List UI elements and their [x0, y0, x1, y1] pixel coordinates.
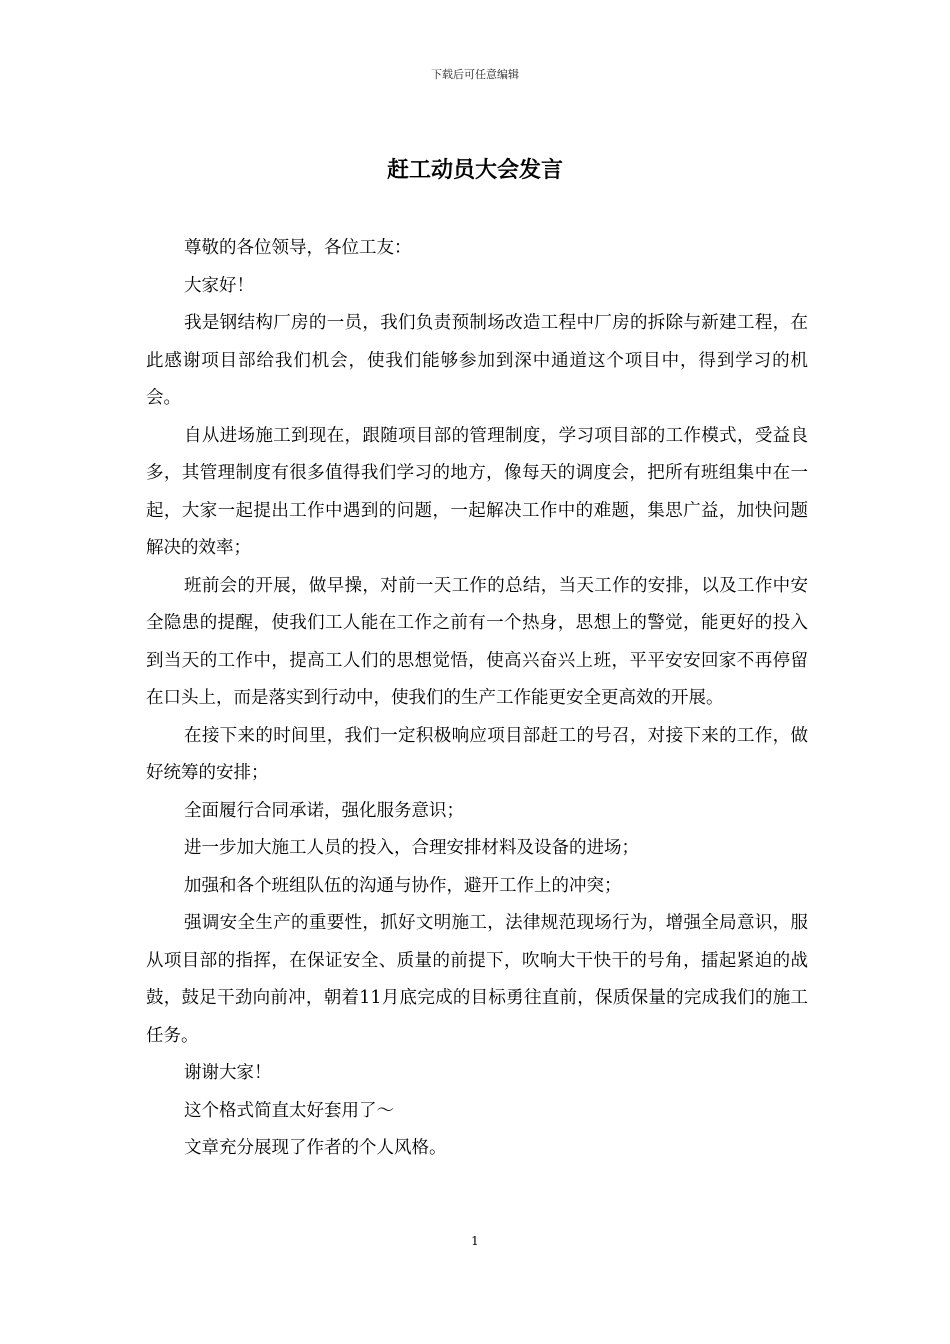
document-title: 赶工动员大会发言 — [386, 157, 563, 183]
greeting-paragraph: 大家好！ — [184, 275, 254, 296]
body-paragraph: 自从进场施工到现在，跟随项目部的管理制度，学习项目部的工作模式，受益良多，其管理制度有很多值得我们学习的地方，像每天的调度会，把所有班组集中在一起，大家一起提出工作中遇到的问题，一起解决工作中的难题，集思广益，加快问题解决的效率； — [146, 425, 808, 558]
salutation-paragraph: 尊敬的各位领导，各位工友： — [184, 238, 412, 258]
document-body — [146, 230, 808, 1168]
list-paragraph: 全面履行合同承诺，强化服务意识； — [184, 800, 464, 821]
page-number: 1 — [471, 1234, 479, 1248]
body-paragraph: 在接下来的时间里，我们一定积极响应项目部赶工的号召，对接下来的工作，做好统筹的安排； — [146, 725, 808, 783]
remark-paragraph: 这个格式简直太好套用了～ — [184, 1100, 394, 1121]
body-paragraph: 班前会的开展，做早操，对前一天工作的总结，当天工作的安排，以及工作中安全隐患的提醒，使我们工人能在工作之前有一个热身，思想上的警觉，能更好的投入到当天的工作中，提高工人们的思想觉悟，使高兴奋兴上班，平平安安回家不再停留在口头上，而是落实到行动中，使我们的生产工作能更安全更高效的开展。 — [146, 575, 808, 708]
list-paragraph: 加强和各个班组队伍的沟通与协作，避开工作上的冲突； — [184, 875, 622, 896]
closing-paragraph: 谢谢大家！ — [184, 1063, 272, 1083]
remark-paragraph: 文章充分展现了作者的个人风格。 — [184, 1138, 447, 1158]
body-paragraph: 我是钢结构厂房的一员，我们负责预制场改造工程中厂房的拆除与新建工程，在此感谢项目部给我们机会，使我们能够参加到深中通道这个项目中，得到学习的机会。 — [146, 313, 808, 408]
body-paragraph: 强调安全生产的重要性，抓好文明施工，法律规范现场行为，增强全局意识，服从项目部的指挥，在保证安全、质量的前提下，吹响大干快干的号角，擂起紧迫的战鼓，鼓足干劲向前冲，朝着11月底完成的目标勇往直前，保质保量的完成我们的施工任务。 — [146, 913, 808, 1046]
page-header-note: 下载后可任意编辑 — [431, 68, 519, 81]
list-paragraph: 进一步加大施工人员的投入，合理安排材料及设备的进场； — [184, 838, 639, 858]
